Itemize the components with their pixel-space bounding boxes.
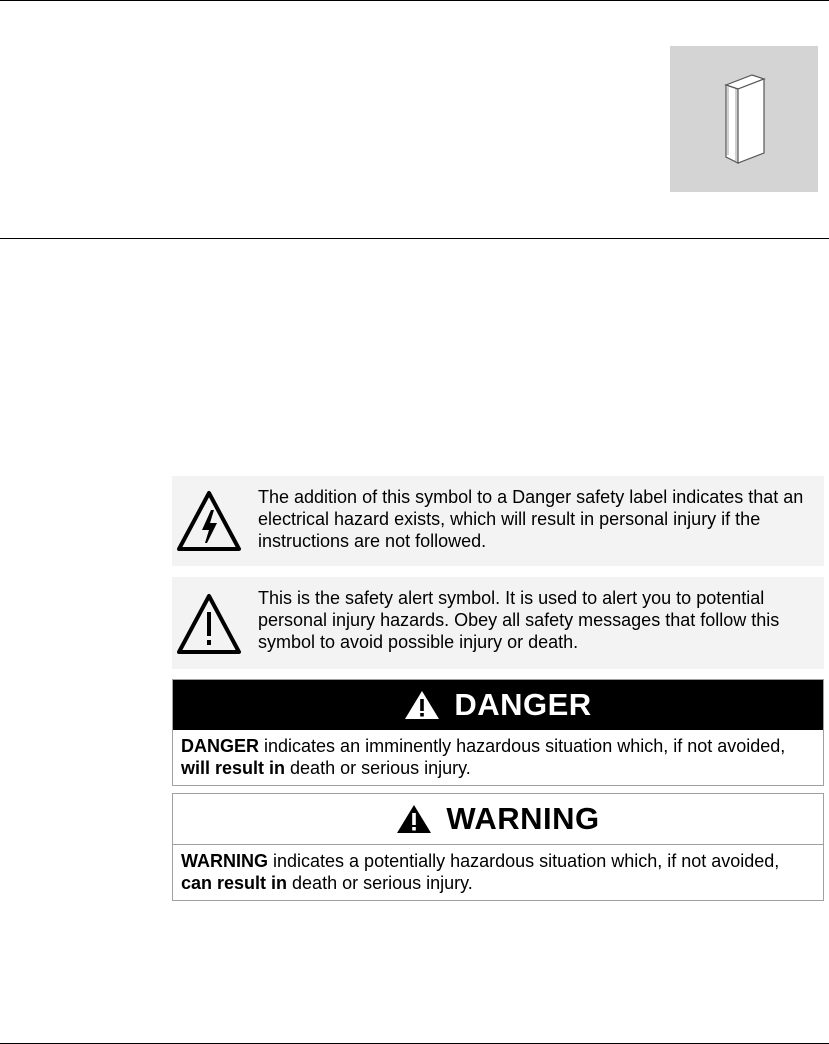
warning-keyword: WARNING <box>181 851 268 871</box>
electrical-hazard-text: The addition of this symbol to a Danger safety label indicates that an electrical hazard exists, which will result in personal injury if the instructions are not followed. <box>258 487 804 551</box>
danger-description <box>173 730 823 785</box>
header-divider <box>0 238 829 239</box>
warning-emphasis: can result in <box>181 873 288 893</box>
warning-header <box>173 794 823 845</box>
danger-box <box>172 679 824 786</box>
danger-text-2: death or serious injury. <box>285 758 471 778</box>
warning-box <box>172 793 824 901</box>
safety-alert-panel <box>172 577 824 669</box>
warning-text-2: death or serious injury. <box>287 873 473 893</box>
danger-header <box>173 680 823 730</box>
warning-title: WARNING <box>446 801 600 836</box>
danger-alert-icon <box>404 690 440 720</box>
danger-keyword: DANGER <box>181 736 260 756</box>
danger-text-1: indicates an imminently hazardous situation which, if not avoided, <box>259 736 786 756</box>
safety-alert-text: This is the safety alert symbol. It is used to alert you to potential personal injury hazards. Obey all safety messages that follow this symbol to avoid possible injury or death. <box>258 588 780 652</box>
lightning-bolt-triangle-icon <box>176 490 242 552</box>
book-icon-box <box>670 46 818 192</box>
danger-title: DANGER <box>454 687 592 722</box>
warning-alert-icon <box>396 804 432 834</box>
electrical-hazard-panel <box>172 476 824 566</box>
book-icon <box>714 71 774 167</box>
top-rule <box>0 0 829 1</box>
exclamation-triangle-icon <box>176 593 242 655</box>
warning-description <box>173 845 823 900</box>
danger-emphasis: will result in <box>181 758 286 778</box>
warning-text-1: indicates a potentially hazardous situation which, if not avoided, <box>268 851 780 871</box>
